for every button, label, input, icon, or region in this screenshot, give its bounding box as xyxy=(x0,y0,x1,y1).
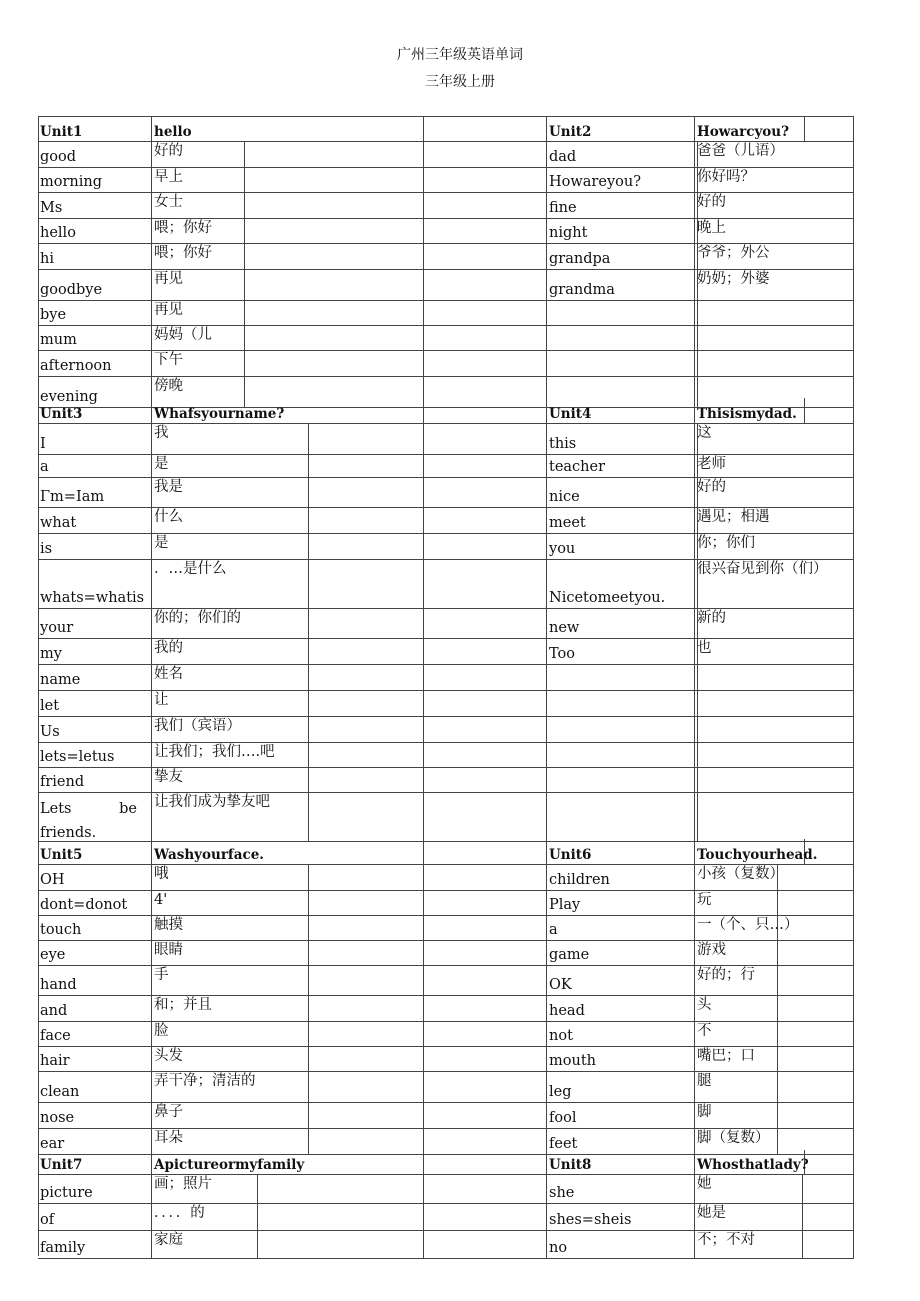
blank-cell xyxy=(695,609,854,639)
vocab-meaning: 我 xyxy=(152,424,309,455)
vocab-meaning: 姓名 xyxy=(152,665,309,691)
vocab-meaning: 脚 xyxy=(695,1103,778,1129)
vocab-word: lets=letus xyxy=(38,743,152,768)
vocab-meaning: 我的 xyxy=(152,639,309,665)
blank-cell xyxy=(695,455,854,478)
vocab-meaning: 眼睛 xyxy=(152,941,309,966)
blank-cell xyxy=(424,398,547,424)
blank-cell xyxy=(655,1072,854,1103)
blank-cell xyxy=(424,639,547,665)
vocab-meaning: 游戏 xyxy=(695,941,778,966)
vocab-meaning: 新的 xyxy=(695,609,698,639)
blank-cell xyxy=(258,1204,424,1231)
vocab-word: head xyxy=(547,996,695,1022)
vocab-meaning: 和；并且 xyxy=(152,996,309,1022)
vocab-word: Howareyou? xyxy=(547,168,695,193)
vocab-word: Us xyxy=(38,717,152,743)
vocab-word: I xyxy=(38,424,152,455)
vocab-word: not xyxy=(547,1022,695,1047)
vocab-meaning: 这 xyxy=(695,424,698,455)
vocab-meaning: 妈妈（儿 xyxy=(152,326,245,351)
vocab-meaning: 再见 xyxy=(152,270,245,301)
blank-cell xyxy=(245,326,424,351)
blank-cell xyxy=(695,639,854,665)
page-subtitle: 三年级上册 xyxy=(425,74,495,90)
blank-cell xyxy=(309,1022,424,1047)
blank-cell xyxy=(695,534,854,560)
vocab-meaning: 4' xyxy=(152,891,309,916)
vocab-word: my xyxy=(38,639,152,665)
blank-cell xyxy=(245,270,424,301)
blank-cell xyxy=(309,478,424,508)
blank-cell xyxy=(655,1103,854,1129)
blank-cell xyxy=(424,865,547,891)
blank-cell xyxy=(695,219,854,244)
vocab-word: hi xyxy=(38,244,152,270)
vocab-meaning: 下午 xyxy=(152,351,245,377)
vocab-meaning: 女士 xyxy=(152,193,245,219)
blank-cell xyxy=(424,1231,547,1259)
vocab-word: children xyxy=(547,865,695,891)
blank-cell xyxy=(424,665,547,691)
vocab-meaning: 什么 xyxy=(152,508,309,534)
blank-cell xyxy=(309,665,424,691)
vocab-meaning: 好的 xyxy=(152,142,245,168)
unit-title: Apictureormyfamily xyxy=(152,1150,424,1175)
vocab-word: face xyxy=(38,1022,152,1047)
vocab-meaning: 是 xyxy=(152,534,309,560)
blank-cell xyxy=(695,301,854,326)
blank-cell xyxy=(424,478,547,508)
blank-cell xyxy=(309,916,424,941)
blank-cell xyxy=(424,793,547,842)
vocab-word xyxy=(547,301,695,326)
vocab-meaning: 不 xyxy=(695,1022,778,1047)
blank-cell xyxy=(245,193,424,219)
vocab-word xyxy=(547,691,695,717)
blank-cell xyxy=(424,424,547,455)
vocab-word: fool xyxy=(547,1103,695,1129)
blank-cell xyxy=(695,717,854,743)
blank-cell xyxy=(309,996,424,1022)
vocab-meaning: 脸 xyxy=(152,1022,309,1047)
vocab-word: family xyxy=(38,1231,152,1259)
vocab-word: hello xyxy=(38,219,152,244)
blank-cell xyxy=(681,1231,854,1259)
unit-label: Unit5 xyxy=(38,839,152,865)
vocabulary-table xyxy=(38,116,854,1256)
blank-cell xyxy=(245,351,424,377)
blank-cell xyxy=(309,865,424,891)
unit-title: Howarcyou? xyxy=(695,116,805,142)
vocab-word: is xyxy=(38,534,152,560)
blank-cell xyxy=(424,743,547,768)
blank-cell xyxy=(695,193,854,219)
blank-cell xyxy=(424,916,547,941)
vocab-word: grandpa xyxy=(547,244,695,270)
vocab-word: this xyxy=(547,424,695,455)
unit-title: Washyourface. xyxy=(152,839,424,865)
vocab-meaning: 她 xyxy=(695,1175,803,1204)
blank-cell xyxy=(655,1129,854,1155)
vocab-word xyxy=(547,743,695,768)
vocab-word: whats=whatis xyxy=(38,560,152,609)
blank-cell xyxy=(245,142,424,168)
unit-title: Touchyourhead. xyxy=(695,839,805,865)
vocab-meaning: 很兴奋见到你（们） xyxy=(695,560,698,609)
blank-cell xyxy=(245,301,424,326)
blank-cell xyxy=(424,193,547,219)
vocab-meaning: 脚（复数） xyxy=(695,1129,778,1155)
blank-cell xyxy=(695,508,854,534)
vocab-word: meet xyxy=(547,508,695,534)
blank-cell xyxy=(805,116,854,142)
vocab-word xyxy=(547,768,695,793)
blank-cell xyxy=(424,301,547,326)
blank-cell xyxy=(245,219,424,244)
vocab-word: Lets be friends. xyxy=(38,793,152,842)
vocab-word: nice xyxy=(547,478,695,508)
vocab-word: leg xyxy=(547,1072,695,1103)
vocab-meaning: 好的 xyxy=(695,478,698,508)
vocab-meaning: 喂；你好 xyxy=(152,219,245,244)
vocab-word: OH xyxy=(38,865,152,891)
vocab-meaning: 早上 xyxy=(152,168,245,193)
unit-title: Whafsyourname? xyxy=(152,398,424,424)
blank-cell xyxy=(309,768,424,793)
unit-title: hello xyxy=(152,116,424,142)
vocab-word: your xyxy=(38,609,152,639)
vocab-meaning: 弄干净；清洁的 xyxy=(152,1072,309,1103)
blank-cell xyxy=(695,793,854,842)
vocab-meaning: 腿 xyxy=(695,1072,778,1103)
vocab-word: she xyxy=(547,1175,695,1204)
vocab-meaning: 你好吗？ xyxy=(695,168,698,193)
blank-cell xyxy=(309,609,424,639)
vocab-word: and xyxy=(38,996,152,1022)
vocab-meaning: 遇见；相遇 xyxy=(695,508,698,534)
vocab-word xyxy=(547,326,695,351)
vocab-meaning: 傍晚 xyxy=(152,377,245,408)
blank-cell xyxy=(695,168,854,193)
vocab-word: Ms xyxy=(38,193,152,219)
blank-cell xyxy=(309,639,424,665)
blank-cell xyxy=(309,717,424,743)
vocab-meaning: 手 xyxy=(152,966,309,996)
vocab-meaning: 嘴巴；口 xyxy=(695,1047,778,1072)
vocab-meaning: ．…是什么 xyxy=(152,560,309,609)
vocab-meaning: 让我们成为挚友吧 xyxy=(152,793,309,842)
blank-cell xyxy=(681,1175,854,1204)
blank-cell xyxy=(309,941,424,966)
vocab-word: goodbye xyxy=(38,270,152,301)
blank-cell xyxy=(695,768,854,793)
blank-cell xyxy=(424,891,547,916)
blank-cell xyxy=(309,743,424,768)
blank-cell xyxy=(309,1047,424,1072)
blank-cell xyxy=(245,244,424,270)
blank-cell xyxy=(655,941,854,966)
blank-cell xyxy=(424,1150,547,1175)
blank-cell xyxy=(695,244,854,270)
vocab-meaning: 家庭 xyxy=(152,1231,258,1259)
blank-cell xyxy=(424,534,547,560)
vocab-word: mouth xyxy=(547,1047,695,1072)
blank-cell xyxy=(695,478,854,508)
vocab-meaning: 画；照片 xyxy=(152,1175,258,1204)
blank-cell xyxy=(309,455,424,478)
vocab-meaning: 奶奶；外婆 xyxy=(695,270,698,301)
unit-label: Unit7 xyxy=(38,1150,152,1175)
vocab-word: fine xyxy=(547,193,695,219)
blank-cell xyxy=(655,966,854,996)
vocab-word: good xyxy=(38,142,152,168)
blank-cell xyxy=(309,508,424,534)
blank-cell xyxy=(424,966,547,996)
vocab-meaning: 我是 xyxy=(152,478,309,508)
blank-cell xyxy=(424,116,547,142)
blank-cell xyxy=(424,270,547,301)
vocab-meaning: ．．．．的 xyxy=(152,1204,258,1231)
unit-title: Thisismydad. xyxy=(695,398,805,424)
blank-cell xyxy=(424,560,547,609)
blank-cell xyxy=(424,326,547,351)
vocab-word: Γm=Iam xyxy=(38,478,152,508)
vocab-word: eye xyxy=(38,941,152,966)
vocab-meaning: 一（个、只…） xyxy=(695,916,778,941)
page-title: 广州三年级英语单词 xyxy=(397,47,523,63)
vocab-word: a xyxy=(38,455,152,478)
vocab-word: name xyxy=(38,665,152,691)
blank-cell xyxy=(655,1047,854,1072)
blank-cell xyxy=(309,1072,424,1103)
blank-cell xyxy=(309,793,424,842)
blank-cell xyxy=(655,1022,854,1047)
vocab-meaning: 哦 xyxy=(152,865,309,891)
vocab-word: ear xyxy=(38,1129,152,1155)
vocab-word: game xyxy=(547,941,695,966)
vocab-word: bye xyxy=(38,301,152,326)
unit-label: Unit8 xyxy=(547,1150,695,1175)
vocab-meaning: 触摸 xyxy=(152,916,309,941)
vocab-meaning: 头 xyxy=(695,996,778,1022)
blank-cell xyxy=(424,168,547,193)
vocab-word: mum xyxy=(38,326,152,351)
vocab-meaning: 爷爷；外公 xyxy=(695,244,698,270)
vocab-meaning: 你；你们 xyxy=(695,534,698,560)
vocab-word: friend xyxy=(38,768,152,793)
vocab-word: Play xyxy=(547,891,695,916)
blank-cell xyxy=(245,168,424,193)
blank-cell xyxy=(258,1175,424,1204)
blank-cell xyxy=(258,1231,424,1259)
unit-label: Unit4 xyxy=(547,398,695,424)
unit-label: Unit1 xyxy=(38,116,152,142)
blank-cell xyxy=(309,891,424,916)
blank-cell xyxy=(805,839,854,865)
vocab-word: new xyxy=(547,609,695,639)
blank-cell xyxy=(424,717,547,743)
blank-cell xyxy=(695,270,854,301)
vocab-word: hand xyxy=(38,966,152,996)
blank-cell xyxy=(424,768,547,793)
vocab-word: OK xyxy=(547,966,695,996)
vocab-word: Too xyxy=(547,639,695,665)
vocab-word: you xyxy=(547,534,695,560)
vocab-meaning: 耳朵 xyxy=(152,1129,309,1155)
blank-cell xyxy=(655,865,854,891)
vocab-word: shes=sheis xyxy=(547,1204,695,1231)
blank-cell xyxy=(695,142,854,168)
vocab-word: no xyxy=(547,1231,695,1259)
vocab-meaning: 让我们；我们….吧 xyxy=(152,743,309,768)
blank-cell xyxy=(424,1022,547,1047)
vocab-meaning: 鼻子 xyxy=(152,1103,309,1129)
vocab-word: clean xyxy=(38,1072,152,1103)
vocab-meaning: 挚友 xyxy=(152,768,309,793)
unit-label: Unit2 xyxy=(547,116,695,142)
blank-cell xyxy=(309,534,424,560)
vocab-meaning: 晚上 xyxy=(695,219,698,244)
blank-cell xyxy=(424,1047,547,1072)
blank-cell xyxy=(424,1103,547,1129)
vocab-word: feet xyxy=(547,1129,695,1155)
vocab-word: hair xyxy=(38,1047,152,1072)
blank-cell xyxy=(424,1072,547,1103)
vocab-word: teacher xyxy=(547,455,695,478)
vocab-meaning: 我们（宾语） xyxy=(152,717,309,743)
blank-cell xyxy=(424,996,547,1022)
blank-cell xyxy=(695,326,854,351)
blank-cell xyxy=(424,941,547,966)
blank-cell xyxy=(424,455,547,478)
vocab-meaning: 小孩（复数） xyxy=(695,865,778,891)
vocab-word: what xyxy=(38,508,152,534)
blank-cell xyxy=(695,351,854,377)
vocab-meaning: 让 xyxy=(152,691,309,717)
blank-cell xyxy=(655,996,854,1022)
blank-cell xyxy=(424,1175,547,1204)
blank-cell xyxy=(309,560,424,609)
blank-cell xyxy=(655,916,854,941)
blank-cell xyxy=(309,966,424,996)
unit-title: Whosthatlady? xyxy=(695,1150,805,1175)
vocab-word: afternoon xyxy=(38,351,152,377)
vocab-word: evening xyxy=(38,377,152,408)
vocab-word: dad xyxy=(547,142,695,168)
blank-cell xyxy=(309,1103,424,1129)
blank-cell xyxy=(424,691,547,717)
vocab-meaning: 她是 xyxy=(695,1204,803,1231)
blank-cell xyxy=(424,219,547,244)
blank-cell xyxy=(695,560,854,609)
vocab-meaning: 再见 xyxy=(152,301,245,326)
blank-cell xyxy=(695,665,854,691)
vocab-meaning: 爸爸（儿语） xyxy=(695,142,698,168)
blank-cell xyxy=(424,351,547,377)
vocab-word: night xyxy=(547,219,695,244)
vocab-word: picture xyxy=(38,1175,152,1204)
blank-cell xyxy=(424,244,547,270)
vocab-word xyxy=(547,717,695,743)
blank-cell xyxy=(695,743,854,768)
vocab-meaning: 好的；行 xyxy=(695,966,778,996)
vocab-word xyxy=(547,793,695,842)
vocab-word xyxy=(547,351,695,377)
vocab-meaning: 喂；你好 xyxy=(152,244,245,270)
vocab-word: of xyxy=(38,1204,152,1231)
blank-cell xyxy=(424,609,547,639)
unit-label: Unit3 xyxy=(38,398,152,424)
vocab-meaning: 头发 xyxy=(152,1047,309,1072)
vocab-word: grandma xyxy=(547,270,695,301)
blank-cell xyxy=(424,839,547,865)
blank-cell xyxy=(655,891,854,916)
vocab-word: let xyxy=(38,691,152,717)
vocab-word: a xyxy=(547,916,695,941)
blank-cell xyxy=(695,691,854,717)
vocab-meaning: 你的；你们的 xyxy=(152,609,309,639)
vocab-word: touch xyxy=(38,916,152,941)
vocab-meaning: 老师 xyxy=(695,455,698,478)
vocab-meaning: 好的 xyxy=(695,193,698,219)
vocab-meaning: 玩 xyxy=(695,891,778,916)
vocab-word: nose xyxy=(38,1103,152,1129)
blank-cell xyxy=(309,691,424,717)
blank-cell xyxy=(424,1204,547,1231)
vocab-meaning: 不；不对 xyxy=(695,1231,803,1259)
blank-cell xyxy=(695,424,854,455)
vocab-word: morning xyxy=(38,168,152,193)
vocab-meaning: 也 xyxy=(695,639,698,665)
blank-cell xyxy=(695,377,854,408)
blank-cell xyxy=(681,1204,854,1231)
blank-cell xyxy=(309,424,424,455)
vocab-word: dont=donot xyxy=(38,891,152,916)
vocab-word: Nicetomeetyou. xyxy=(547,560,695,609)
vocab-meaning: 是 xyxy=(152,455,309,478)
blank-cell xyxy=(424,142,547,168)
unit-label: Unit6 xyxy=(547,839,695,865)
blank-cell xyxy=(424,508,547,534)
vocab-word xyxy=(547,665,695,691)
